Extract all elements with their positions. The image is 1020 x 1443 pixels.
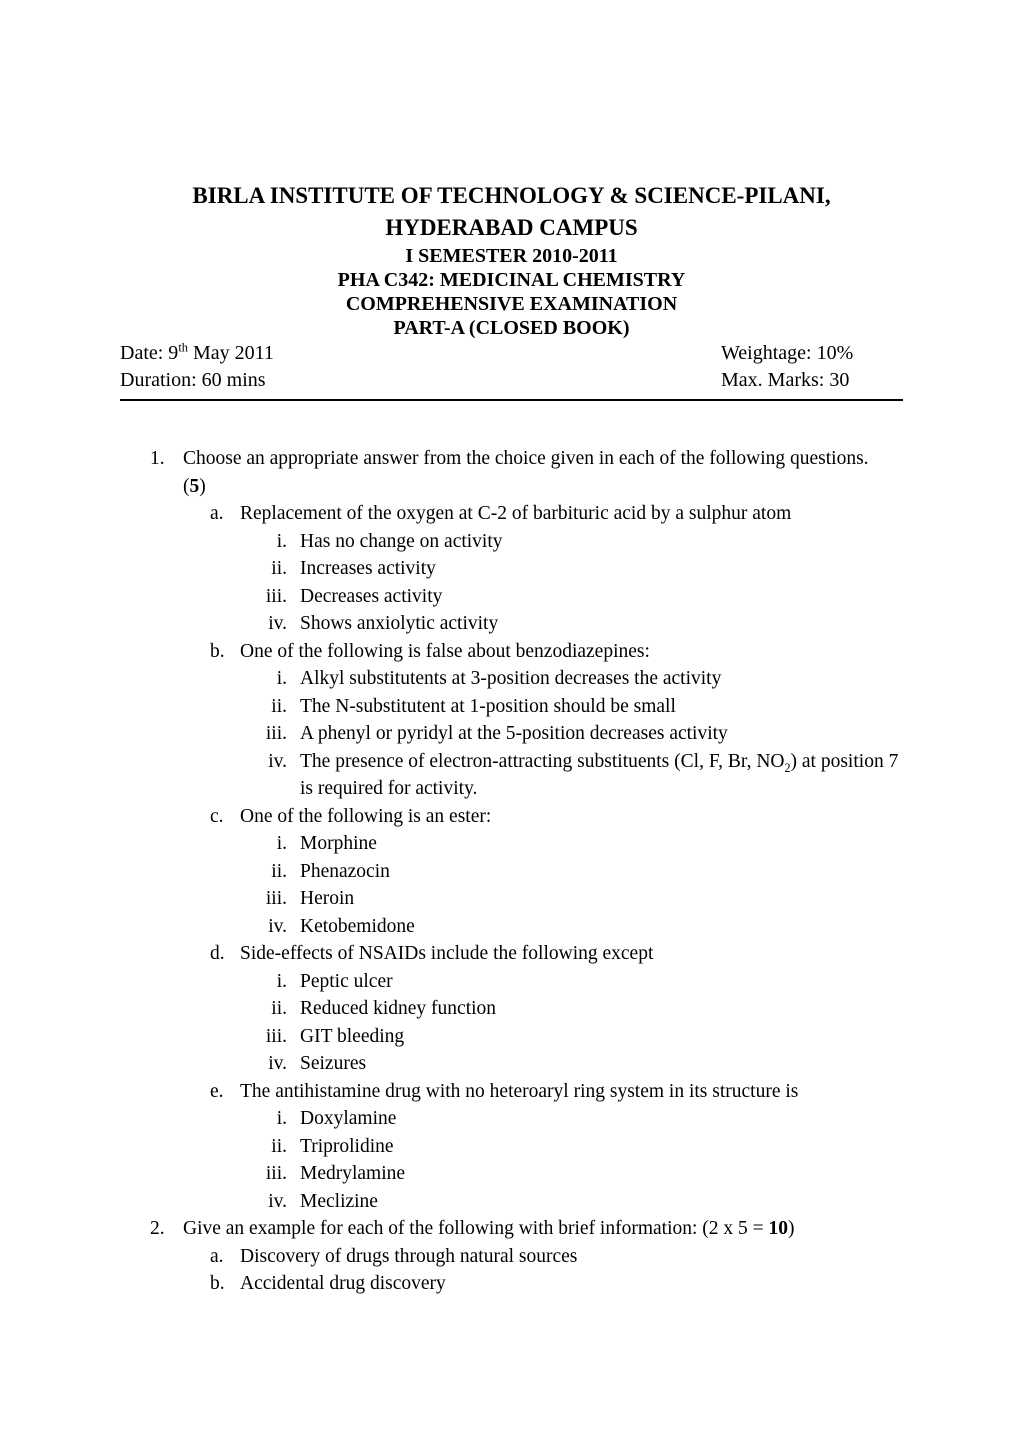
option-text xyxy=(300,1160,903,1188)
option-text xyxy=(300,528,903,556)
sub-question xyxy=(210,1270,903,1298)
option-text xyxy=(300,913,903,941)
text-segment: Replacement of the oxygen at C-2 of barbituric acid by a sulphur atom xyxy=(240,503,792,524)
option-label: ii. xyxy=(271,860,287,882)
option-text xyxy=(300,1188,903,1216)
sub-question-label: a. xyxy=(210,503,224,524)
duration: Duration: 60 mins xyxy=(120,369,266,391)
question-number: 1. xyxy=(150,448,165,469)
question xyxy=(120,1215,903,1298)
text-segment: ) at position 7 is required for activity. xyxy=(300,750,899,799)
option xyxy=(183,830,903,858)
option-label: iv. xyxy=(268,613,287,634)
text-segment: The N-substitutent at 1-position should be small xyxy=(300,695,676,717)
option-label: iv. xyxy=(268,750,287,772)
semester-line: I SEMESTER 2010-2011 xyxy=(405,245,618,267)
option xyxy=(183,583,903,611)
text-segment: A phenyl or pyridyl at the 5-position decreases activity xyxy=(300,723,728,744)
option-text xyxy=(300,583,903,611)
meta-row-1 xyxy=(120,340,903,367)
text-segment: Reduced kidney function xyxy=(300,998,497,1019)
sub-question xyxy=(210,940,903,968)
option xyxy=(183,1023,903,1051)
option xyxy=(183,528,903,556)
sub-question xyxy=(210,803,903,831)
option-text xyxy=(300,1050,903,1078)
option-label: i. xyxy=(276,1108,287,1129)
option-label: iv. xyxy=(268,1190,287,1212)
question-text xyxy=(183,445,903,500)
text-segment: Heroin xyxy=(300,888,355,909)
text-segment: Decreases activity xyxy=(300,585,443,607)
option xyxy=(183,858,903,886)
option-text xyxy=(300,995,903,1023)
option-text xyxy=(300,1105,903,1133)
option-label: i. xyxy=(276,970,287,992)
option-label: i. xyxy=(276,668,287,689)
text-segment: Morphine xyxy=(300,833,377,854)
text-segment: Accidental drug discovery xyxy=(240,1273,446,1294)
sub-question xyxy=(210,1078,903,1106)
text-segment: One of the following is false about benzodiazepines: xyxy=(240,640,650,662)
option xyxy=(183,995,903,1023)
option-label: iii. xyxy=(265,888,287,909)
option-label: iii. xyxy=(265,585,287,607)
option-text xyxy=(300,693,903,721)
text-segment: Has no change on activity xyxy=(300,530,503,552)
option-label: ii. xyxy=(271,998,287,1019)
text-segment: Shows anxiolytic activity xyxy=(300,613,499,634)
text-segment: 5 xyxy=(189,475,200,497)
text-segment: ) xyxy=(199,475,206,497)
questions-list xyxy=(120,445,903,1298)
text-segment: Peptic ulcer xyxy=(300,970,393,992)
option xyxy=(183,1188,903,1216)
option-text xyxy=(300,830,903,858)
option xyxy=(183,610,903,638)
text-segment: Increases activity xyxy=(300,558,436,579)
course-line: PHA C342: MEDICINAL CHEMISTRY xyxy=(337,269,686,291)
sub-question-text xyxy=(240,1243,903,1271)
option xyxy=(183,720,903,748)
option-text xyxy=(300,748,903,803)
option xyxy=(183,1050,903,1078)
option xyxy=(183,693,903,721)
sub-question-label: a. xyxy=(210,1245,224,1267)
option xyxy=(183,1160,903,1188)
option-text xyxy=(300,1023,903,1051)
meta-row-2 xyxy=(120,367,903,394)
text-segment: Medrylamine xyxy=(300,1163,406,1184)
option-label: ii. xyxy=(271,558,287,579)
text-segment: Give an example for each of the following with brief information: (2 x 5 = xyxy=(183,1218,769,1239)
part-line: PART-A (CLOSED BOOK) xyxy=(393,317,630,339)
option-label: iii. xyxy=(265,1025,287,1047)
text-segment: One of the following is an ester: xyxy=(240,805,492,827)
sub-question-label: d. xyxy=(210,943,225,964)
question-text xyxy=(183,1215,903,1243)
option xyxy=(183,555,903,583)
option-text xyxy=(300,968,903,996)
text-segment: 2 xyxy=(784,760,791,775)
text-segment: Ketobemidone xyxy=(300,915,415,937)
question xyxy=(120,445,903,1215)
option-label: iv. xyxy=(268,915,287,937)
option-text xyxy=(300,1133,903,1161)
option xyxy=(183,968,903,996)
text-segment: th xyxy=(178,340,188,355)
option-text xyxy=(300,885,903,913)
text-segment: ( xyxy=(183,475,190,497)
sub-question-label: b. xyxy=(210,640,225,662)
text-segment: Discovery of drugs through natural sources xyxy=(240,1245,578,1267)
option-label: i. xyxy=(276,833,287,854)
option-text xyxy=(300,858,903,886)
document-header xyxy=(120,180,903,340)
option xyxy=(183,885,903,913)
option-text xyxy=(300,555,903,583)
sub-question-label: c. xyxy=(210,805,224,827)
option-label: ii. xyxy=(271,695,287,717)
text-segment: Alkyl substitutents at 3-position decreases the activity xyxy=(300,668,722,689)
exam-date xyxy=(120,340,274,367)
option-label: iii. xyxy=(265,1163,287,1184)
sub-question xyxy=(210,638,903,666)
text-segment: May 2011 xyxy=(187,342,274,364)
text-segment: Phenazocin xyxy=(300,860,390,882)
option xyxy=(183,665,903,693)
exam-type-line: COMPREHENSIVE EXAMINATION xyxy=(345,293,678,315)
sub-question-text xyxy=(240,1078,903,1106)
text-segment: ) xyxy=(788,1218,795,1239)
question-body xyxy=(183,445,903,1215)
option-label: iv. xyxy=(268,1053,287,1074)
weightage: Weightage: 10% xyxy=(721,342,854,364)
option-label: iii. xyxy=(265,723,287,744)
sub-question-text xyxy=(240,803,903,831)
sub-question xyxy=(210,1243,903,1271)
text-segment: Meclizine xyxy=(300,1190,378,1212)
institution-title-line-1: BIRLA INSTITUTE OF TECHNOLOGY & SCIENCE-PILANI, xyxy=(192,183,831,208)
text-segment: Doxylamine xyxy=(300,1108,397,1129)
sub-question xyxy=(210,500,903,528)
option xyxy=(183,1133,903,1161)
text-segment: Side-effects of NSAIDs include the following except xyxy=(240,943,654,964)
text-segment: Triprolidine xyxy=(300,1135,394,1157)
option-text xyxy=(300,610,903,638)
option-text xyxy=(300,720,903,748)
text-segment: Choose an appropriate answer from the choice given in each of the following questions. xyxy=(183,448,869,469)
text-segment: 10 xyxy=(768,1218,789,1239)
option-label: ii. xyxy=(271,1135,287,1157)
option-text xyxy=(300,665,903,693)
max-marks: Max. Marks: 30 xyxy=(721,369,850,391)
option xyxy=(183,748,903,803)
option xyxy=(183,913,903,941)
sub-question-text xyxy=(240,940,903,968)
text-segment: Seizures xyxy=(300,1053,367,1074)
sub-question-text xyxy=(240,500,903,528)
text-segment: The antihistamine drug with no heteroaryl ring system in its structure is xyxy=(240,1080,799,1102)
institution-title-line-2: HYDERABAD CAMPUS xyxy=(385,215,638,240)
question-number: 2. xyxy=(150,1218,165,1239)
text-segment: The presence of electron-attracting substituents (Cl, F, Br, NO xyxy=(300,750,785,772)
sub-question-text xyxy=(240,638,903,666)
option xyxy=(183,1105,903,1133)
text-segment: GIT bleeding xyxy=(300,1025,405,1047)
option-label: i. xyxy=(276,530,287,552)
sub-question-text xyxy=(240,1270,903,1298)
sub-question-label: e. xyxy=(210,1080,224,1102)
question-body xyxy=(183,1215,903,1298)
exam-meta-block xyxy=(120,340,903,401)
text-segment: Date: 9 xyxy=(120,342,179,364)
sub-question-label: b. xyxy=(210,1273,225,1294)
